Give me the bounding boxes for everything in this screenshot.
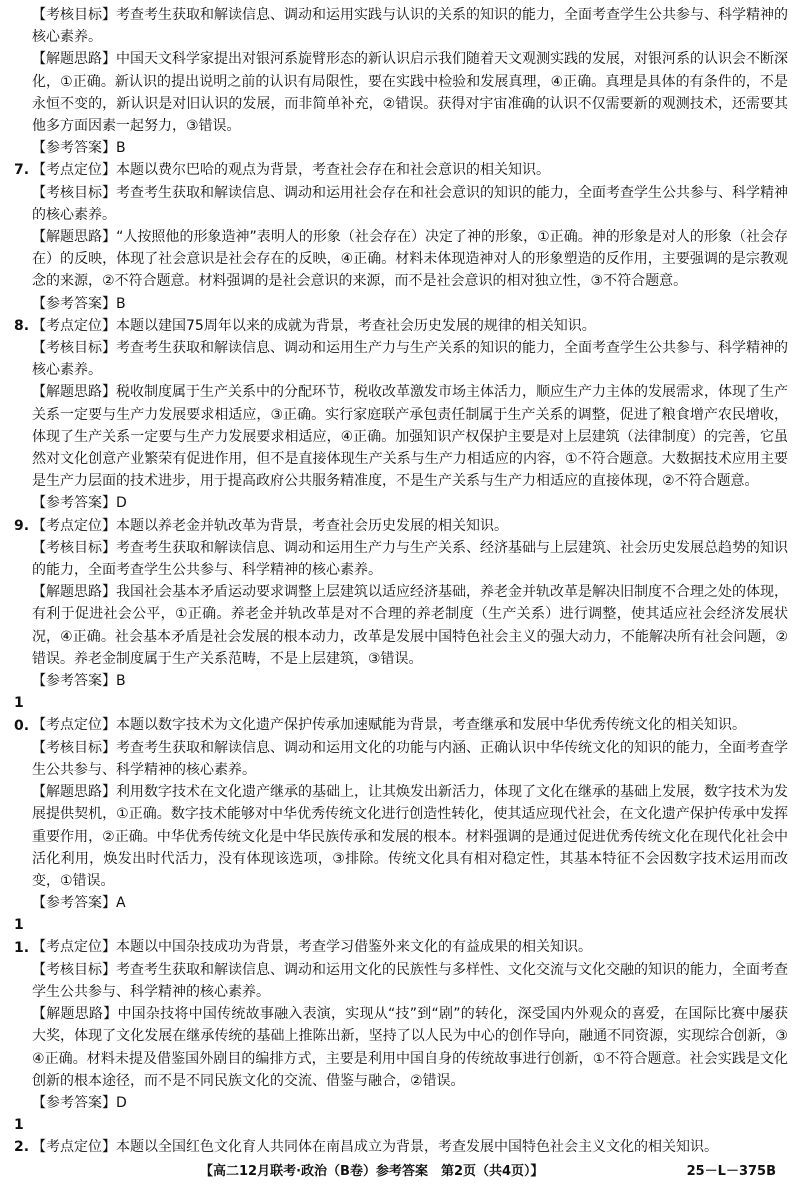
page-footer xyxy=(0,1160,800,1184)
answer-paragraph xyxy=(14,781,788,892)
question-item xyxy=(14,315,788,337)
answer-paragraph xyxy=(14,492,788,514)
paragraph-text: 【参考答案】A xyxy=(32,895,126,912)
paragraph-text: 【参考答案】B xyxy=(32,140,126,157)
paragraph-text: 【参考答案】D xyxy=(32,1094,127,1111)
paragraph-text: 【解题思路】利用数字技术在文化遗产继承的基础上，让其焕发出新活力，体现了文化在继承的基础上发展，数字技术为发展提供契机，①正确。数字技术能够对中华优秀传统文化进行创造性转化，使其适应现代社会，在文化遗产保护传承中发挥重要作用，②正确。中华优秀传统文化是中华民族传承和发展的根本。材料强调的是通过促进优秀传统文化在现代化社会中活化利用，焕发出时代活力，没有体现该选项，③排除。传统文化具有相对稳定性，其基本特征不会因数字技术运用而改变，①错误。 xyxy=(32,784,788,889)
paragraph-text: 【考核目标】考查考生获取和解读信息、调动和运用文化的功能与内涵、正确认识中华传统文化的知识的能力，全面考查学生公共参与、科学精神的核心素养。 xyxy=(32,739,788,778)
question-item xyxy=(14,914,788,958)
question-number: 10. xyxy=(14,695,30,734)
question-number: 9. xyxy=(14,517,30,534)
paragraph-text: 【考核目标】考查考生获取和解读信息、调动和运用社会存在和社会意识的知识的能力，全面考查学生公共参与、科学精神的核心素养。 xyxy=(32,184,788,223)
paragraph-text: 【考核目标】考查考生获取和解读信息、调动和运用生产力与生产关系、经济基础与上层建筑、社会历史发展总趋势的知识的能力，全面考查学生公共参与、科学精神的核心素养。 xyxy=(32,539,788,579)
paragraph-text: 【考点定位】本题以建国75周年以来的成就为背景，考查社会历史发展的规律的相关知识。 xyxy=(32,317,596,334)
answer-paragraph xyxy=(14,537,788,581)
answer-paragraph xyxy=(14,226,788,293)
question-number: 7. xyxy=(14,162,30,179)
paragraph-text: 【解题思路】中国天文科学家提出对银河系旋臂形态的新认识启示我们随着天文观测实践的发展，对银河系的认识会不断深化，①正确。新认识的提出说明之前的认识有局限性，要在实践中检验和发展真理，④正确。真理是具体的有条件的，不是永恒不变的，新认识是对旧认识的发展，而非简单补充，②错误。获得对宇宙准确的认识不仅需要新的观测技术，还需要其他多方面因素一起努力，③错误。 xyxy=(32,51,788,135)
paragraph-text: 【考核目标】考查考生获取和解读信息、调动和运用实践与认识的关系的知识的能力，全面考查学生公共参与、科学精神的核心素养。 xyxy=(32,7,788,46)
answer-paragraph xyxy=(14,581,788,670)
answer-paragraph xyxy=(14,182,788,226)
paragraph-text: 【考点定位】本题以费尔巴哈的观点为背景，考查社会存在和社会意识的相关知识。 xyxy=(32,162,550,179)
answer-paragraph xyxy=(14,1092,788,1114)
answer-paragraph xyxy=(14,337,788,381)
answer-paragraph xyxy=(14,670,788,692)
answer-content xyxy=(14,4,788,1159)
answer-paragraph xyxy=(14,892,788,914)
answer-paragraph xyxy=(14,381,788,492)
answer-paragraph xyxy=(14,48,788,137)
paragraph-text: 【解题思路】我国社会基本矛盾运动要求调整上层建筑以适应经济基础，养老金并轨改革是解决旧制度不合理之处的体现，有利于促进社会公平，①正确。养老金并轨改革是对不合理的养老制度（生产关系）进行调整，使其适应社会经济发展状况，④正确。社会基本矛盾是社会发展的根本动力，改革是发展中国特色社会主义的强大动力，不能解决所有社会问题，②错误。养老金制度属于生产关系范畴，不是上层建筑，③错误。 xyxy=(32,584,788,667)
question-number: 12. xyxy=(14,1117,30,1156)
paragraph-text: 【参考答案】B xyxy=(32,295,126,312)
answer-paragraph xyxy=(14,293,788,315)
answer-paragraph xyxy=(14,4,788,48)
question-number: 8. xyxy=(14,317,30,334)
paragraph-text: 【解题思路】税收制度属于生产关系中的分配环节，税收改革激发市场主体活力，顺应生产力主体的发展需求，体现了生产关系一定要与生产力发展要求相适应，③正确。实行家庭联产承包责任制属于生产关系的调整，促进了粮食增产农民增收，体现了生产关系一定要与生产力发展要求相适应，④正确。加强知识产权保护主要是对上层建筑（法律制度）的完善，它虽然对文化创意产业繁荣有促进作用，但不是直接体现生产关系与生产力相适应的内容，①不符合题意。大数据技术应用主要是生产力层面的技术进步，用于提高政府公共服务精准度，不是生产关系与生产力相适应的直接体现，②不符合题意。 xyxy=(32,384,788,490)
paragraph-text: 【考点定位】本题以数字技术为文化遗产保护传承加速赋能为背景，考查继承和发展中华优秀传统文化的相关知识。 xyxy=(32,717,746,734)
answer-paragraph xyxy=(14,959,788,1003)
paragraph-text: 【考点定位】本题以全国红色文化育人共同体在南昌成立为背景，考查发展中国特色社会主义文化的相关知识。 xyxy=(32,1139,718,1156)
answer-paragraph xyxy=(14,1003,788,1092)
question-item xyxy=(14,515,788,537)
paragraph-text: 【参考答案】B xyxy=(32,673,126,690)
question-item xyxy=(14,159,788,181)
paragraph-text: 【考核目标】考查考生获取和解读信息、调动和运用文化的民族性与多样性、文化交流与文化交融的知识的能力，全面考查学生公共参与、科学精神的核心素养。 xyxy=(32,961,788,1000)
paragraph-text: 【考核目标】考查考生获取和解读信息、调动和运用生产力与生产关系的知识的能力，全面考查学生公共参与、科学精神的核心素养。 xyxy=(32,340,788,379)
paragraph-text: 【参考答案】D xyxy=(32,495,127,512)
footer-code: 25－L－375B xyxy=(686,1164,776,1179)
question-item xyxy=(14,692,788,736)
answer-paragraph xyxy=(14,737,788,781)
paragraph-text: 【考点定位】本题以中国杂技成功为背景，考查学习借鉴外来文化的有益成果的相关知识。 xyxy=(32,939,592,956)
question-number: 11. xyxy=(14,917,30,956)
paragraph-text: 【解题思路】中国杂技将中国传统故事融入表演，实现从“技”到“剧”的转化，深受国内外观众的喜爱，在国际比赛中屡获大奖，体现了文化发展在继承传统的基础上推陈出新，坚持了以人民为中心的创作导向，融通不同资源，实现综合创新，③④正确。材料未提及借鉴国外剧目的编排方式，主要是利用中国自身的传统故事进行创新，①不符合题意。社会实践是文化创新的根本途径，而不是不同民族文化的交流、借鉴与融合，②错误。 xyxy=(32,1006,788,1089)
footer-title: 【高二12月联考·政治（B卷）参考答案 第2页（共4页）】 xyxy=(200,1164,544,1179)
paragraph-text: 【考点定位】本题以养老金并轨改革为背景，考查社会历史发展的相关知识。 xyxy=(32,517,508,534)
answer-paragraph xyxy=(14,137,788,159)
question-item xyxy=(14,1114,788,1158)
paragraph-text: 【解题思路】“人按照他的形象造神”表明人的形象（社会存在）决定了神的形象，①正确。神的形象是对人的形象（社会存在）的反映，体现了社会意识是社会存在的反映，④正确。材料未体现造神对人的形象塑造的反作用，主要强调的是宗教观念的来源，②不符合题意。材料强调的是社会意识的来源，而不是社会意识的相对独立性，③不符合题意。 xyxy=(32,229,788,290)
